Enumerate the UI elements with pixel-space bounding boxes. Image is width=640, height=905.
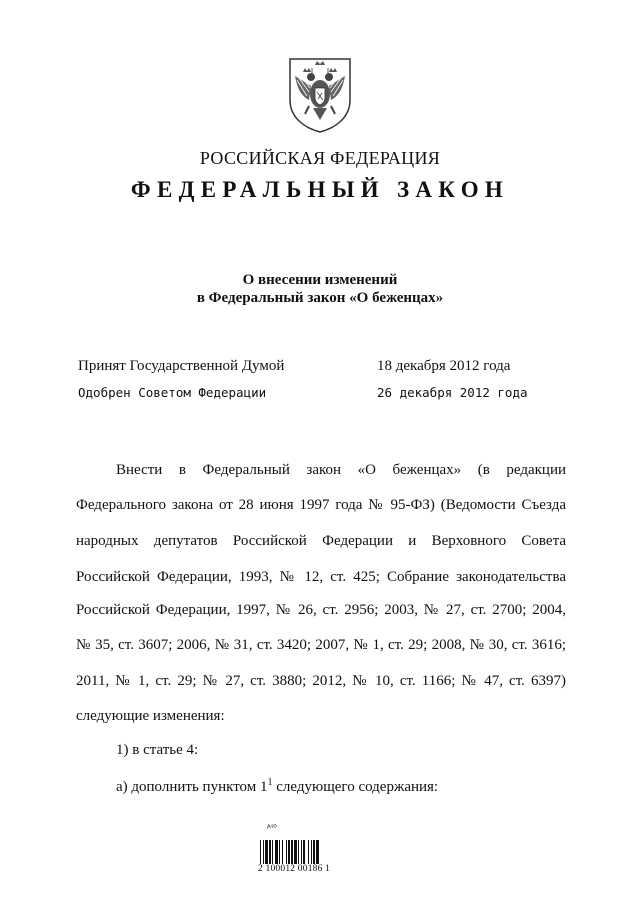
list-item-a-prefix: а) дополнить пунктом 1 (116, 779, 268, 795)
barcode-bar (286, 840, 287, 864)
law-subject (0, 271, 640, 307)
barcode-bar (316, 840, 319, 864)
list-item-a-superscript: 1 (267, 777, 273, 788)
approved-row (78, 385, 578, 400)
body-line-1: Внести в Федеральный закон «О беженцах» (в редакции (116, 462, 566, 478)
body-line-7: 2011, № 1, ст. 29; № 27, ст. 3880; 2012, № 10, ст. 1166; № 47, ст. 6397) (76, 673, 566, 689)
barcode-bar (313, 840, 315, 864)
adopted-date: 18 декабря 2012 года (377, 358, 511, 374)
approved-label: Одобрен Советом Федерации (78, 385, 267, 400)
country-heading: РОССИЙСКАЯ ФЕДЕРАЦИЯ (199, 148, 441, 168)
law-title: ФЕДЕРАЛЬНЫЙ ЗАКОН (130, 177, 510, 202)
law-subject-line-2: в Федеральный закон «О беженцах» (196, 290, 444, 306)
barcode-bar (265, 840, 268, 864)
barcode-bar (279, 840, 280, 864)
barcode-bar (291, 840, 293, 864)
adopted-row (78, 358, 578, 375)
barcode-bar (301, 840, 302, 864)
barcode-bar (269, 840, 271, 864)
body-line-5: Российской Федерации, 1997, № 26, ст. 2956; 2003, № 27, ст. 2700; 2004, (76, 602, 566, 618)
barcode-bar (260, 840, 261, 864)
list-item-1: 1) в статье 4: (116, 742, 199, 758)
barcode-bar (294, 840, 297, 864)
approved-date: 26 декабря 2012 года (377, 385, 528, 400)
barcode-bar (288, 840, 290, 864)
body-line-4: Российской Федерации, 1993, № 12, ст. 425; Собрание законодательства (76, 569, 566, 585)
barcode-bar (275, 840, 278, 864)
body-line-3: народных депутатов Российской Федерации и Верховного Совета (76, 533, 566, 549)
barcode-bar (308, 840, 309, 864)
barcode-bar (298, 840, 299, 864)
list-item-a (116, 777, 606, 796)
barcode-bar (272, 840, 273, 864)
body-line-6: № 35, ст. 3607; 2006, № 31, ст. 3420; 2007, № 1, ст. 29; 2008, № 30, ст. 3616; (76, 637, 566, 653)
barcode-bar (282, 840, 283, 864)
barcode-bar (303, 840, 305, 864)
law-subject-line-1: О внесении изменений (242, 272, 398, 288)
barcode-bar (263, 840, 264, 864)
barcode-mark: Ато (266, 823, 278, 831)
body-line-2: Федерального закона от 28 июня 1997 года № 95-ФЗ) (Ведомости Съезда (76, 497, 566, 513)
body-line-8: следующие изменения: (76, 708, 225, 724)
barcode-number: 2 100012 00186 1 (258, 864, 331, 874)
adopted-label: Принят Государственной Думой (78, 358, 285, 374)
list-item-a-suffix: следующего содержания: (272, 779, 439, 795)
coat-of-arms-emblem (287, 56, 353, 134)
barcode-bar (311, 840, 312, 864)
